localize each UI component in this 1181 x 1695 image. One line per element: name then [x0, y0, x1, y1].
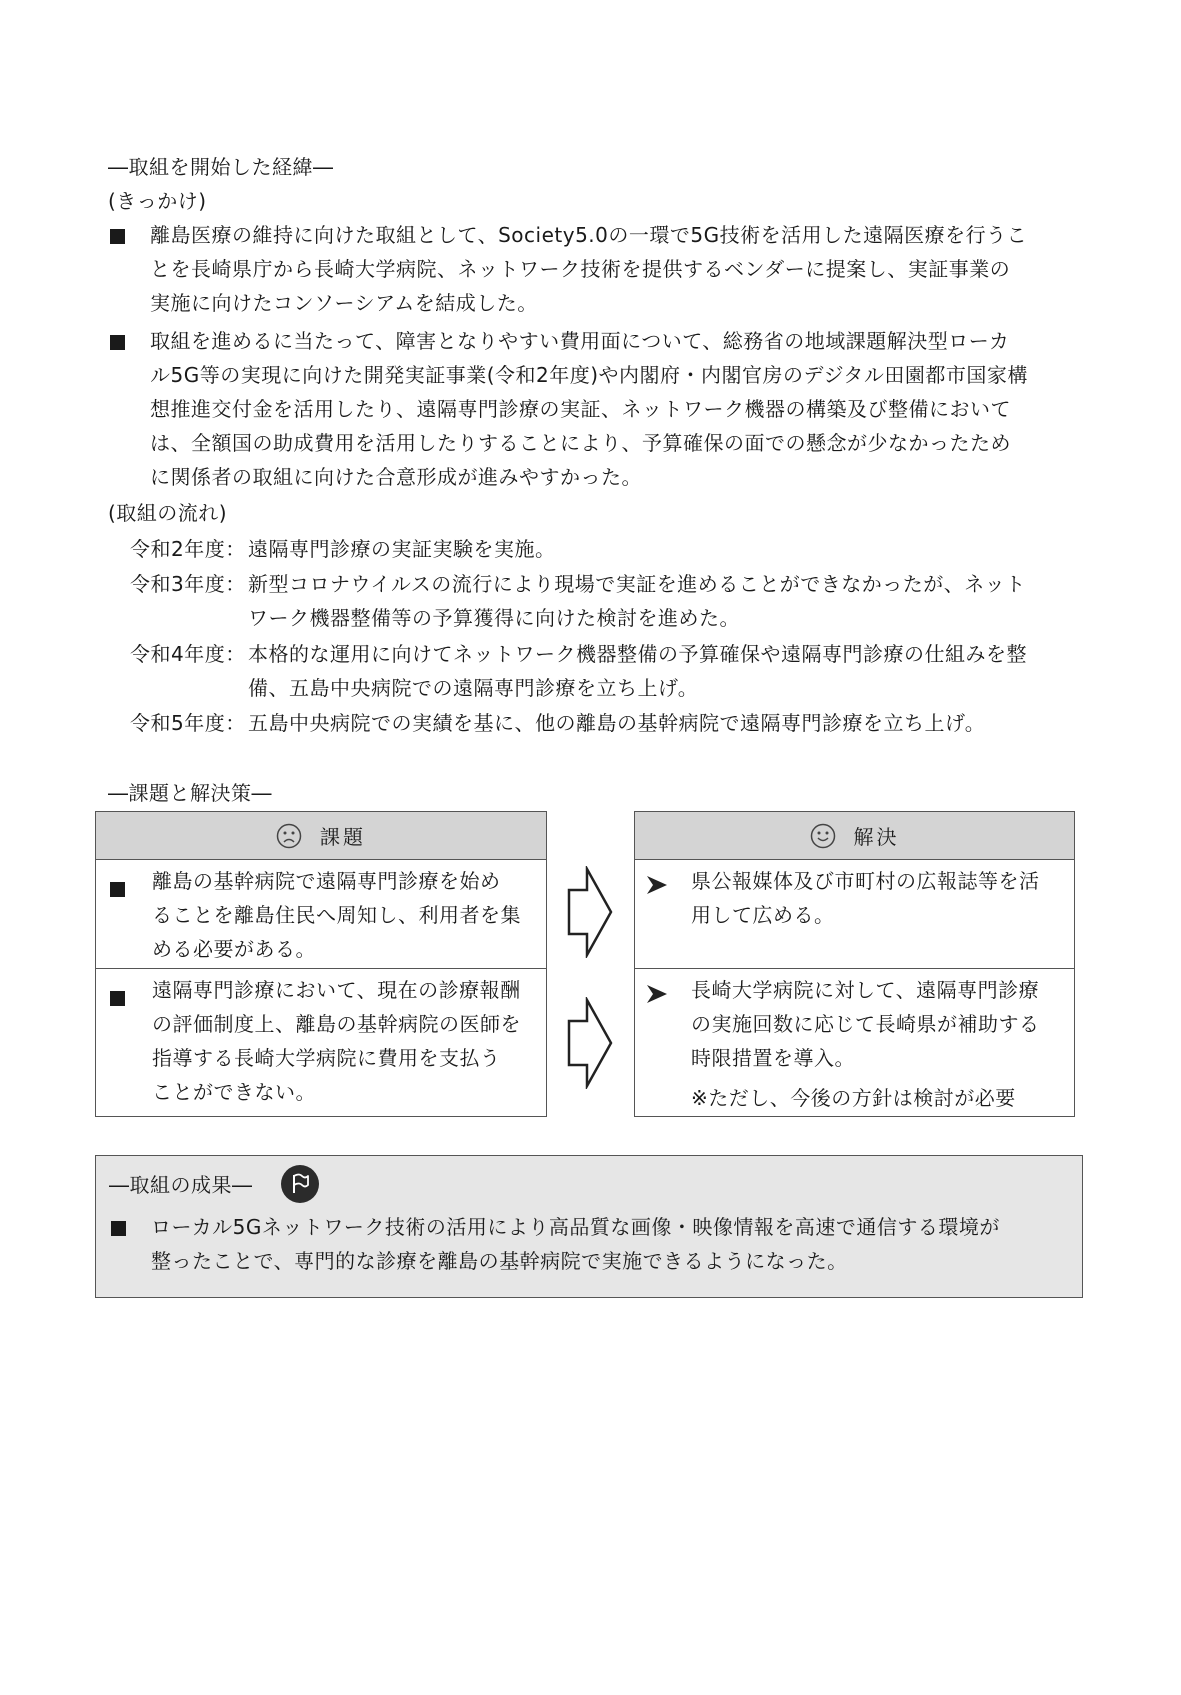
text-line: ローカル5Gネットワーク技術の活用により高品質な画像・映像情報を高速で通信する環境が — [151, 1215, 1000, 1239]
history-bullet-1 — [150, 218, 1027, 320]
text-line: ル5G等の実現に向けた開発実証事業(令和2年度)や内閣府・内閣官房のデジタル田園都市国家構 — [150, 363, 1028, 387]
bullet-square — [110, 878, 125, 902]
text-line: の実施回数に応じて長崎県が補助する — [691, 1012, 1040, 1036]
timeline-year: 令和4年度： — [130, 642, 246, 666]
timeline-text: 本格的な運用に向けてネットワーク機器整備の予算確保や遠隔専門診療の仕組みを整 — [248, 642, 1027, 666]
bullet-square — [111, 1217, 126, 1241]
timeline-text: ワーク機器整備等の予算獲得に向けた検討を進めた。 — [248, 606, 740, 630]
bullet-square — [110, 987, 125, 1011]
arrowhead-bullet-icon — [645, 983, 669, 1005]
solution-cell-2 — [634, 968, 1075, 1117]
text-line: 想推進交付金を活用したり、遠隔専門診療の実証、ネットワーク機器の構築及び整備において — [150, 397, 1011, 421]
right-arrow-icon — [565, 997, 615, 1089]
text-line: の評価制度上、離島の基幹病院の医師を — [152, 1012, 521, 1036]
solution-header-label: 解決 — [853, 825, 900, 849]
bullet-square — [110, 225, 125, 249]
text-line: 取組を進めるに当たって、障害となりやすい費用面について、総務省の地域課題解決型ローカ — [150, 329, 1010, 353]
text-line: 整ったことで、専門的な診療を離島の基幹病院で実施できるようになった。 — [151, 1249, 848, 1273]
solution-column-header — [634, 811, 1075, 860]
smile-face-icon — [810, 823, 836, 849]
text-line: 時限措置を導入。 — [691, 1046, 855, 1070]
results-heading: ―取組の成果― — [109, 1173, 253, 1197]
timeline-text: 五島中央病院での実績を基に、他の離島の基幹病院で遠隔専門診療を立ち上げ。 — [248, 711, 986, 735]
text-line: ことができない。 — [152, 1080, 316, 1104]
trigger-label: (きっかけ) — [108, 189, 207, 213]
text-line: は、全額国の助成費用を活用したりすることにより、予算確保の面での懸念が少なかったため — [150, 431, 1011, 455]
text-line: 遠隔専門診療において、現在の診療報酬 — [152, 978, 521, 1002]
text-line: 長崎大学病院に対して、遠隔専門診療 — [691, 978, 1040, 1002]
timeline-text: 備、五島中央病院での遠隔専門診療を立ち上げ。 — [248, 676, 699, 700]
timeline-year: 令和3年度： — [130, 572, 246, 596]
issues-heading: ―課題と解決策― — [108, 781, 272, 805]
right-arrow-icon — [565, 866, 615, 958]
text-line: ることを離島住民へ周知し、利用者を集 — [152, 903, 521, 927]
text-line: 離島の基幹病院で遠隔専門診療を始め — [152, 869, 501, 893]
text-line: とを長崎県庁から長崎大学病院、ネットワーク技術を提供するベンダーに提案し、実証事業の — [150, 257, 1011, 281]
text-line: 指導する長崎大学病院に費用を支払う — [152, 1046, 501, 1070]
text-line: 県公報媒体及び市町村の広報誌等を活 — [691, 869, 1040, 893]
text-line: に関係者の取組に向けた合意形成が進みやすかった。 — [150, 465, 642, 489]
timeline-text: 遠隔専門診療の実証実験を実施。 — [248, 537, 556, 561]
timeline-year: 令和2年度： — [130, 537, 246, 561]
history-bullet-2 — [150, 324, 1028, 494]
sad-face-icon — [276, 823, 302, 849]
issue-cell-2 — [95, 968, 547, 1117]
issue-header-label: 課題 — [320, 825, 366, 849]
history-heading: ―取組を開始した経緯― — [108, 155, 334, 179]
solution-cell-1 — [634, 859, 1075, 969]
bullet-square — [110, 331, 125, 355]
text-line: 用して広める。 — [691, 903, 835, 927]
flow-label: (取組の流れ) — [108, 501, 228, 525]
text-line: める必要がある。 — [152, 937, 316, 961]
text-line: 離島医療の維持に向けた取組として、Society5.0の一環で5G技術を活用した遠隔医療を行うこ — [150, 223, 1028, 247]
arrowhead-bullet-icon — [645, 874, 669, 896]
issue-cell-1 — [95, 859, 547, 969]
timeline-year: 令和5年度： — [130, 711, 246, 735]
timeline-text: 新型コロナウイルスの流行により現場で実証を進めることができなかったが、ネット — [248, 572, 1026, 596]
solution-note: ※ただし、今後の方針は検討が必要 — [691, 1086, 1016, 1110]
results-box — [95, 1155, 1083, 1298]
text-line: 実施に向けたコンソーシアムを結成した。 — [150, 291, 538, 315]
issue-column-header — [95, 811, 547, 860]
flag-icon — [280, 1164, 320, 1204]
